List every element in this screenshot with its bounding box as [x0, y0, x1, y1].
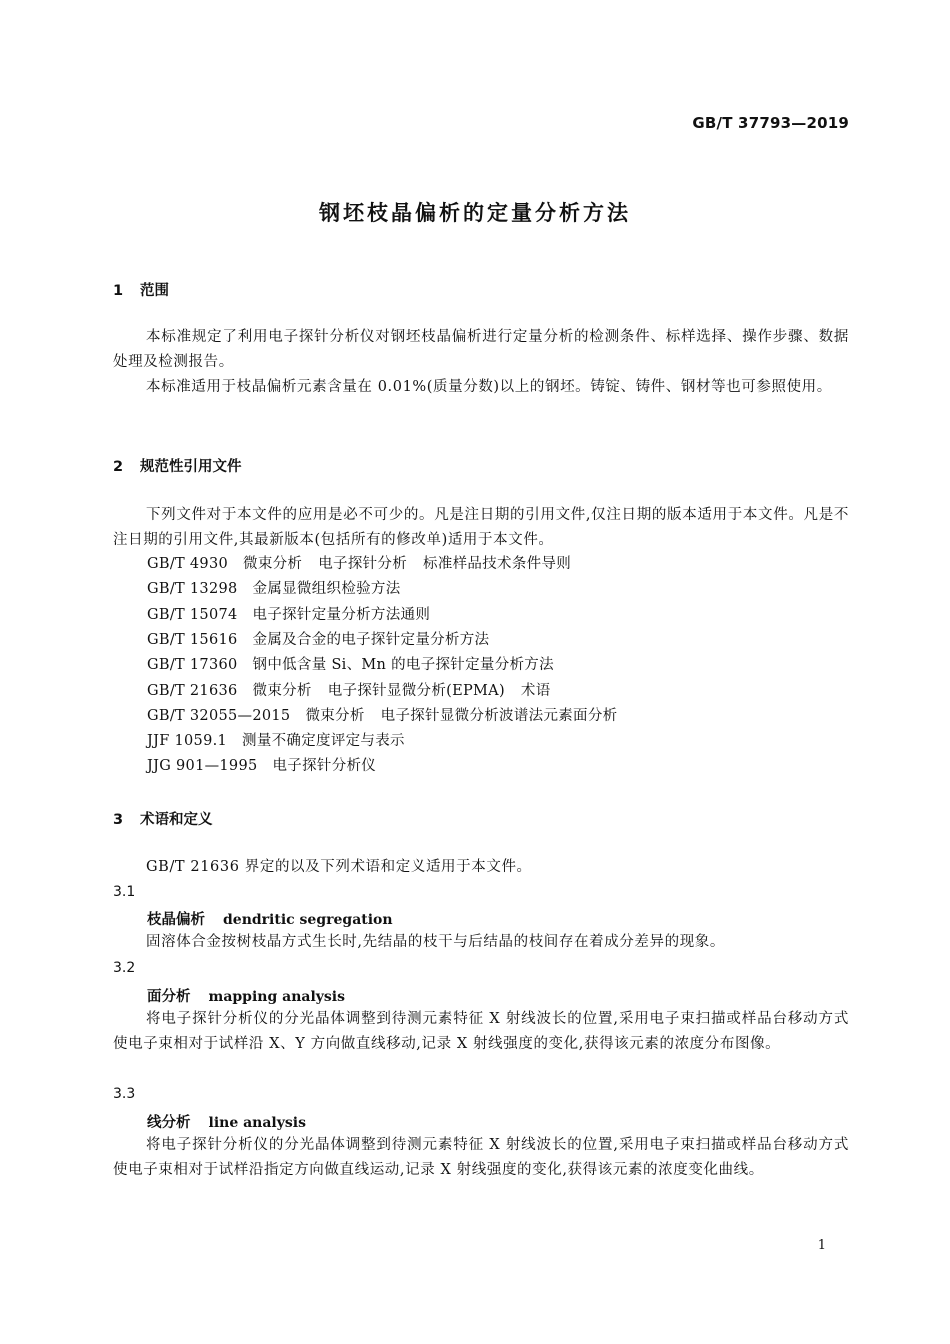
reference-title-part: 术语	[520, 682, 551, 699]
page-number: 1	[817, 1238, 826, 1253]
reference-item	[147, 704, 617, 729]
reference-code: GB/T 32055—2015	[147, 707, 291, 724]
reference-title-part: 微束分析	[252, 682, 312, 699]
term-definition: 固溶体合金按树枝晶方式生长时,先结晶的枝干与后结晶的枝间存在着成分差异的现象。	[146, 934, 726, 950]
reference-item	[147, 729, 405, 754]
section-3-heading	[113, 808, 213, 829]
document-title: 钢坯枝晶偏析的定量分析方法	[319, 201, 631, 225]
term-zh: 枝晶偏析	[147, 912, 205, 928]
reference-item	[147, 754, 376, 779]
reference-code: GB/T 17360	[147, 657, 238, 674]
section-number: 1	[113, 283, 124, 299]
reference-title-part: 电子探针显微分析波谱法元素面分析	[380, 707, 618, 724]
term-zh: 面分析	[147, 989, 191, 1005]
reference-title-part: 金属及合金的电子探针定量分析方法	[252, 631, 490, 648]
reference-title-part: 电子探针分析仪	[272, 758, 377, 775]
section-1-heading	[113, 279, 169, 300]
normative-intro: 下列文件对于本文件的应用是必不可少的。凡是注日期的引用文件,仅注日期的版本适用于本文件。凡是不注日期的引用文件,其最新版本(包括所有的修改单)适用于本文件。	[113, 507, 849, 548]
reference-code: JJG 901—1995	[147, 758, 258, 775]
term-en: dendritic segregation	[223, 912, 393, 928]
section-number: 2	[113, 459, 124, 475]
reference-item	[147, 577, 401, 602]
reference-code: GB/T 15616	[147, 631, 238, 648]
reference-code: GB/T 21636	[147, 682, 238, 699]
clause-number: 3.1	[113, 884, 136, 900]
reference-title-part: 电子探针显微分析(EPMA)	[327, 682, 505, 699]
reference-title-part: 微束分析	[305, 707, 365, 724]
reference-code: GB/T 13298	[147, 581, 238, 598]
term-definition: 将电子探针分析仪的分光晶体调整到待测元素特征 X 射线波长的位置,采用电子束扫描或样品台移动方式使电子束相对于试样沿 X、Y 方向做直线移动,记录 X 射线强度的变化,获得该元素的浓度分布图像。	[113, 1011, 849, 1052]
scope-paragraph-2: 本标准适用于枝晶偏析元素含量在 0.01%(质量分数)以上的钢坯。铸锭、铸件、钢材等也可参照使用。	[146, 379, 832, 395]
reference-title-part: 标准样品技术条件导则	[423, 556, 572, 572]
clause-number: 3.2	[113, 960, 136, 976]
clause-number: 3.3	[113, 1086, 136, 1102]
section-title: 术语和定义	[140, 812, 213, 828]
reference-item	[147, 552, 571, 577]
term-heading	[147, 908, 393, 929]
scope-paragraph-1: 本标准规定了利用电子探针分析仪对钢坯枝晶偏析进行定量分析的检测条件、标样选择、操作步骤、数据处理及检测报告。	[113, 329, 849, 370]
reference-title-part: 钢中低含量 Si、Mn 的电子探针定量分析方法	[252, 657, 554, 674]
reference-item	[147, 679, 551, 704]
reference-title-part: 电子探针定量分析方法通则	[252, 606, 431, 623]
term-heading	[147, 1111, 306, 1132]
reference-code: GB/T 4930	[147, 556, 229, 572]
section-title: 范围	[140, 283, 169, 299]
standard-number: GB/T 37793—2019	[692, 114, 849, 132]
reference-title-part: 微束分析	[243, 556, 303, 572]
reference-title-part: 电子探针分析	[318, 556, 408, 572]
term-en: mapping analysis	[208, 989, 345, 1005]
term-definition: 将电子探针分析仪的分光晶体调整到待测元素特征 X 射线波长的位置,采用电子束扫描或样品台移动方式使电子束相对于试样沿指定方向做直线运动,记录 X 射线强度的变化,获得该元素的浓度变化曲线。	[113, 1137, 849, 1178]
reference-title-part: 测量不确定度评定与表示	[242, 733, 405, 750]
reference-code: JJF 1059.1	[147, 733, 228, 750]
section-number: 3	[113, 812, 124, 828]
reference-item	[147, 653, 554, 678]
term-heading	[147, 985, 345, 1006]
term-zh: 线分析	[147, 1115, 191, 1131]
section-title: 规范性引用文件	[140, 459, 242, 475]
reference-item	[147, 603, 430, 628]
reference-item	[147, 628, 489, 653]
section-2-heading	[113, 455, 242, 476]
term-en: line analysis	[208, 1115, 306, 1131]
terms-intro: GB/T 21636 界定的以及下列术语和定义适用于本文件。	[146, 859, 532, 875]
reference-title-part: 金属显微组织检验方法	[252, 581, 401, 598]
reference-code: GB/T 15074	[147, 606, 238, 623]
